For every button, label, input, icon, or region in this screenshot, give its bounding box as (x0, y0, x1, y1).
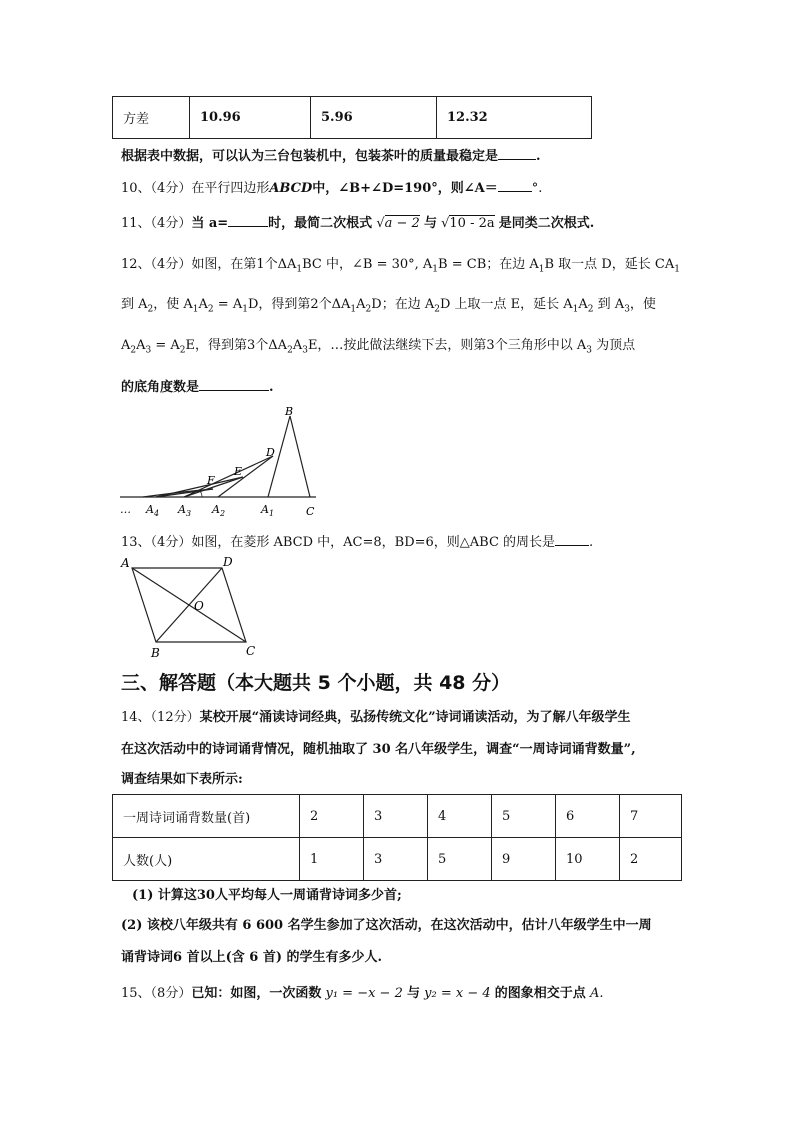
q13-text: 如图，在菱形 ABCD 中，AC=8，BD=6，则△ABC 的周长是 (191, 535, 556, 550)
q10-condition: 中，∠B+∠D=190°，则∠A＝ (312, 181, 498, 196)
q12-text: B = CB；在边 A (438, 257, 539, 272)
q11-text-a: 当 a= (191, 216, 229, 231)
question-12-line-2 (121, 296, 656, 319)
q12-text: ，使 A (153, 297, 193, 312)
label-O: O (194, 599, 204, 613)
label-E: E (234, 465, 243, 478)
question-14-line-2: 在这次活动中的诗词诵背情况，随机抽取了 30 名八年级学生，调查“一周诗词诵背数量”, (121, 742, 636, 757)
radicand-2: 10 - 2a (449, 216, 495, 231)
answer-blank (498, 146, 536, 160)
q12-figure (118, 404, 333, 520)
label-A3: $A_3$ (178, 503, 192, 518)
radicand-1: a − 2 (384, 216, 420, 231)
label-C: C (306, 505, 315, 518)
subscript: 2 (587, 304, 594, 315)
table-cell: 3 (364, 795, 428, 838)
subscript: 3 (145, 345, 152, 356)
q9-text: 根据表中数据，可以认为三台包装机中，包装茶叶的质量最稳定是 (121, 149, 499, 164)
q14-part-2-line-1: (2) 该校八年级共有 6 600 名学生参加了这次活动，在这次活动中，估计八年级学生中一周 (121, 918, 652, 933)
subscript: 2 (147, 304, 154, 315)
q9-conclusion: 根据表中数据，可以认为三台包装机中，包装茶叶的质量最稳定是 . (121, 146, 541, 166)
subscript: 1 (296, 264, 303, 275)
q11-text-b: 时，最简二次根式 (268, 216, 373, 231)
subscript: 2 (434, 304, 440, 315)
q14-part-2-line-2: 诵背诗词6 首以上(含 6 首) 的学生有多少人. (121, 950, 383, 965)
label-D: D (223, 555, 233, 569)
table-cell: 2 (300, 795, 364, 838)
q12-text: D；在边 A (371, 297, 435, 312)
table-cell: 5 (492, 795, 556, 838)
table-cell: 10 (556, 838, 620, 881)
question-14-line-3: 调查结果如下表所示: (121, 772, 243, 787)
function-2: y₂ = x − 4 (424, 986, 491, 1001)
poetry-survey-table (112, 794, 682, 881)
q12-text: E，…按此做法继续下去，则第3个三角形中以 A (307, 338, 587, 353)
subscript: 1 (192, 304, 199, 315)
table-cell: 2 (620, 838, 682, 881)
subscript: 3 (586, 345, 592, 356)
table-cell: 6 (556, 795, 620, 838)
label-C: C (246, 644, 256, 658)
q14-text: 某校开展“涌读诗词经典，弘扬传统文化”诗词诵读活动，为了解八年级学生 (199, 710, 631, 725)
question-12-line-3 (121, 337, 635, 360)
label-D: D (266, 446, 275, 459)
table-cell: 4 (428, 795, 492, 838)
question-12-line-1 (121, 256, 680, 279)
question-13: 13、（4分）如图，在菱形 ABCD 中，AC=8，BD=6，则△ABC 的周长是 . (121, 532, 593, 552)
q11-number: 11、（4分） (121, 216, 192, 231)
answer-blank (228, 213, 268, 227)
q15-text-b: 与 (407, 986, 421, 1001)
section-heading: 三、解答题（本大题共 5 个小题，共 48 分） (121, 672, 511, 694)
subscript: 2 (365, 304, 372, 315)
variance-value-1: 10.96 (190, 97, 311, 139)
q12-text: = A (213, 297, 243, 312)
q12-text: ，使 (629, 297, 656, 312)
q12-number: 12、（4分） (121, 257, 192, 272)
table-cell: 3 (364, 838, 428, 881)
q12-text: 的底角度数是 (121, 380, 200, 395)
label-A2: $A_2$ (212, 503, 226, 518)
subscript: 2 (287, 345, 293, 356)
q13-rhombus-figure (118, 555, 268, 661)
subscript: 1 (350, 304, 357, 315)
answer-blank (498, 178, 532, 192)
q12-text: B 取一点 D，延长 CA (544, 257, 675, 272)
subscript: 3 (302, 345, 308, 356)
q11-text-c: 与 (423, 216, 437, 231)
label-A1: $A_1$ (261, 503, 275, 518)
q12-text: BC 中，∠B = 30°, A (302, 257, 433, 272)
question-15 (121, 985, 603, 1003)
q12-text: A (198, 297, 208, 312)
q11-text-d: 是同类二次根式. (498, 216, 595, 231)
q12-text: A (136, 338, 146, 353)
q12-text: A (356, 297, 366, 312)
q12-text: D，得到第2个ΔA (247, 297, 351, 312)
q12-text: 到 A (121, 297, 148, 312)
subscript: 2 (130, 345, 137, 356)
subscript: 1 (538, 264, 545, 275)
q15-number: 15、（8分） (121, 986, 192, 1001)
q10-text: 在平行四边形 (191, 181, 270, 196)
q13-number: 13、（4分） (121, 535, 192, 550)
subscript: 1 (674, 264, 680, 275)
label-F: F (207, 474, 215, 487)
q10-number: 10、（4分） (121, 181, 192, 196)
variance-label: 方差 (113, 97, 190, 139)
question-10 (121, 178, 542, 198)
label-B: B (285, 405, 294, 418)
q14-part-1: (1) 计算这30人平均每人一周诵背诗词多少首; (132, 888, 402, 903)
subscript: 1 (242, 304, 248, 315)
q12-text: D 上取一点 E，延长 A (439, 297, 573, 312)
q15-text-a: 已知：如图，一次函数 (191, 986, 322, 1001)
question-14-line-1 (121, 709, 631, 727)
answer-blank (555, 532, 589, 546)
answer-blank (199, 377, 269, 391)
q10-shape-name: ABCD (269, 181, 313, 196)
q12-text: A (578, 297, 588, 312)
label-B: B (151, 646, 160, 660)
q10-degree: °. (531, 181, 543, 196)
row-header-count: 一周诗词诵背数量(首) (113, 795, 300, 838)
subscript: 3 (624, 304, 630, 315)
q12-text: 为顶点 (591, 338, 636, 353)
q15-text-c: 的图象相交于点 (494, 986, 586, 1001)
q12-text: A (292, 338, 303, 353)
variance-table (112, 96, 592, 139)
subscript: 1 (432, 264, 439, 275)
variance-value-2: 5.96 (311, 97, 437, 139)
q12-text: = A (151, 338, 180, 353)
q14-number: 14、（12分） (121, 710, 200, 725)
q12-text: 到 A (593, 297, 625, 312)
table-cell: 9 (492, 838, 556, 881)
subscript: 2 (207, 304, 214, 315)
label-A: A (121, 556, 130, 570)
radical-1: √a − 2 (376, 216, 420, 231)
label-A4: $A_4$ (146, 503, 160, 518)
q12-text: 如图，在第1个ΔA (191, 257, 297, 272)
q12-text: A (121, 338, 131, 353)
q12-text: E，得到第3个ΔA (185, 338, 288, 353)
point-A: A. (589, 986, 604, 1001)
table-cell: 5 (428, 838, 492, 881)
row-header-people: 人数(人) (113, 838, 300, 881)
subscript: 2 (179, 345, 186, 356)
question-12-line-4: 的底角度数是 . (121, 377, 274, 397)
radical-2: √10 - 2a (441, 216, 495, 231)
subscript: 1 (572, 304, 579, 315)
function-1: y₁ = −x − 2 (325, 986, 403, 1001)
table-cell: 7 (620, 795, 682, 838)
question-11 (121, 213, 594, 233)
label-dots: … (120, 503, 131, 516)
variance-value-3: 12.32 (437, 97, 592, 139)
table-cell: 1 (300, 838, 364, 881)
